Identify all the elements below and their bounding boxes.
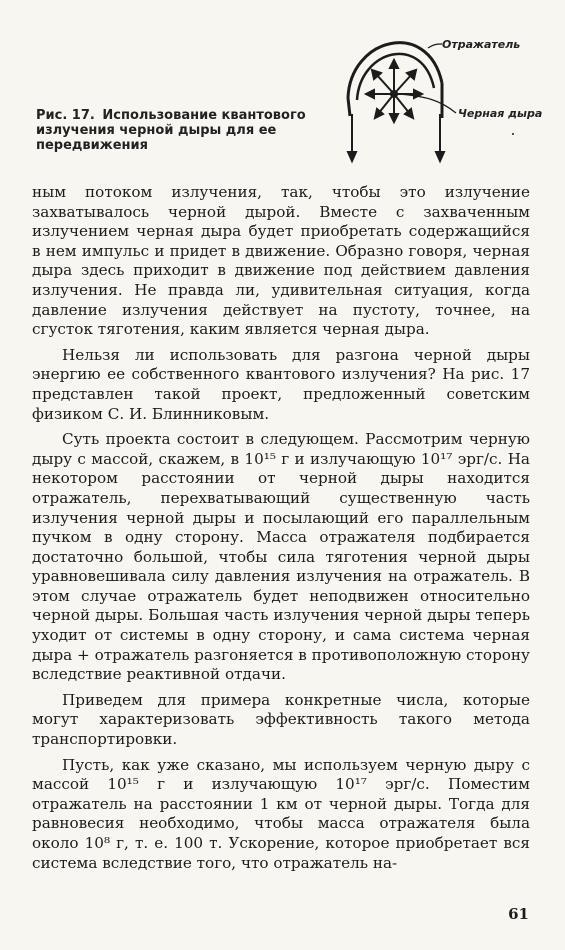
figure-caption [36,108,326,153]
figure-17-diagram [330,18,565,178]
body-text [32,183,530,879]
paragraph-2: Нельзя ли использовать для разгона черной дыры энергию ее собственного квантового излучения? На рис. 17 представлен такой проект, предложенный советским физиком С. И. Блинниковым. [32,345,530,423]
paragraph-3: Суть проекта состоит в следующем. Рассмотрим черную дыру с массой, скажем, в 10¹⁵ г и излучающую 10¹⁷ эрг/с. На некотором расстоянии от черной дыры находится отражатель, перехватывающий существенную часть излучения черной дыры и посылающий его параллельным пучком в одну сторону. Масса отражателя подбирается достаточно большой, чтобы сила тяготения черной дыры уравновешивала силу давления излучения на отражатель. В этом случае отражатель будет неподвижен относительно черной дыры. Большая часть излучения черной дыры теперь уходит от системы в одну сторону, и сама система черная дыра + отражатель разгоняется в противоположную сторону вследствие реактивной отдачи. [32,430,530,684]
figure-caption-text: Использование квантового излучения черной дыры для ее передвижения [36,108,306,153]
paragraph-1: ным потоком излучения, так, чтобы это излучение захватывалось черной дырой. Вместе с захваченным излучением черная дыра будет приобретать содержащийся в нем импульс и придет в движение. Образно говоря, черная дыра здесь приходит в движение под действием давления излучения. Не правда ли, удивительная ситуация, когда давление излучения действует на пустоту, точнее, на сгусток тяготения, каким является черная дыра. [32,183,530,339]
black-hole-label: Черная дыра [458,107,543,120]
reflector-leader-line [428,44,442,48]
paragraph-4: Приведем для примера конкретные числа, которые могут характеризовать эффективность такого метода транспортировки. [32,690,530,749]
radiation-arrows [366,60,422,122]
page-number: 61 [508,905,529,923]
parallel-beams [348,114,444,161]
paragraph-5: Пусть, как уже сказано, мы используем черную дыру с массой 10¹⁵ г и излучающую 10¹⁷ эрг/с. Поместим отражатель на расстоянии 1 км от черной дыры. Тогда для равновесия необходимо, чтобы масса отражателя была около 10⁸ г, т. е. 100 т. Ускорение, которое приобретает вся система вследствие того, что отражатель на- [32,755,530,872]
figure-area [0,0,565,182]
reflector-label: Отражатель [442,38,521,51]
figure-caption-number: Рис. 17. [36,108,95,123]
reflector-left-edge [348,98,350,116]
